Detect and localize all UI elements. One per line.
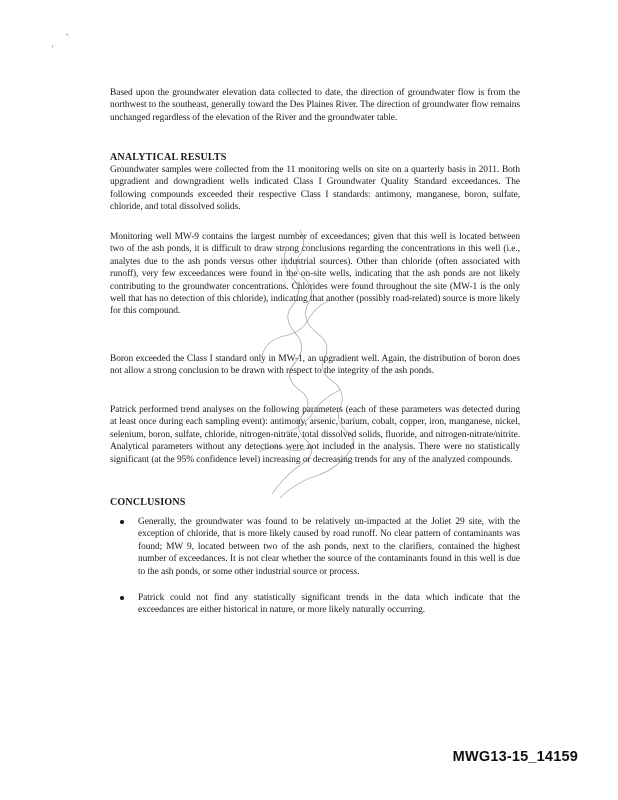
scan-speck: -	[66, 30, 69, 39]
bates-number: MWG13-15_14159	[452, 749, 578, 765]
bullet-icon	[120, 520, 124, 524]
body-paragraph	[110, 87, 520, 124]
body-paragraph	[110, 353, 520, 378]
section-analytical-results	[110, 152, 520, 214]
analytical-results-heading: ANALYTICAL RESULTS	[110, 152, 227, 163]
section-conclusions	[110, 497, 520, 509]
trend-analysis-paragraph: Patrick performed trend analyses on the following parameters (each of these parameters was detected during at least once during each sampling event): antimony, arsenic, barium, cobalt, copper, iron, manganese, nickel, selenium, boron, sulfate, chloride, nitrogen-nitrate, total dissolved solids, fluoride, and nitrogen-nitrate/nitrite. Analytical parameters without any detections were not included in the analysis. There were no statistically significant (at the 95% confidence level) increasing or decreasing trends for any of the analyzed compounds.	[110, 405, 520, 465]
conclusion-text: Patrick could not find any statistically significant trends in the data which indicate that the exceedances are either historical in nature, or more likely naturally occurring.	[138, 593, 520, 616]
conclusions-list	[110, 516, 520, 617]
flow-direction-paragraph: Based upon the groundwater elevation data collected to date, the direction of groundwater flow is from the northwest to the southeast, generally toward the Des Plaines River. The direction of groundwater flow remains unchanged regardless of the elevation of the River and the groundwater table.	[110, 88, 520, 123]
mw9-paragraph: Monitoring well MW-9 contains the largest number of exceedances; given that this well is located between two of the ash ponds, it is difficult to draw strong conclusions regarding the concentrations in this well (i.e., analytes due to the ash ponds versus other industrial sources). Other than chloride (often associated with runoff), very few exceedances were found in the on-site wells, indicating that the ash ponds are not likely contributing to the groundwater concentrations. Chlorides were found throughout the site (MW-1 is the only well that has no detection of this chloride), indicating that another (possibly road-related) source is more likely for this compound.	[110, 232, 520, 317]
list-item	[110, 516, 520, 578]
conclusions-heading: CONCLUSIONS	[110, 497, 186, 508]
boron-paragraph: Boron exceeded the Class I standard only in MW-1, an upgradient well. Again, the distribution of boron does not allow a strong conclusion to be drawn with respect to the integrity of the ash ponds.	[110, 354, 520, 377]
conclusion-text: Generally, the groundwater was found to be relatively un-impacted at the Joliet 29 site, with the exception of chloride, that is more likely caused by road runoff. No clear pattern of contaminants was found; MW 9, located between two of the ash ponds, next to the clarifiers, contained the highest number of exceedances. It is not clear whether the source of the contaminants found in this well is due to the ash ponds, or some other industrial source or process.	[138, 517, 520, 577]
body-paragraph	[110, 231, 520, 318]
bullet-icon	[120, 596, 124, 600]
body-paragraph	[110, 404, 520, 466]
scan-speck: '	[52, 44, 54, 53]
list-item	[110, 592, 520, 617]
samples-paragraph: Groundwater samples were collected from the 11 monitoring wells on site on a quarterly basis in 2011. Both upgradient and downgradient wells indicated Class I Groundwater Quality Standard exceedances. The following compounds exceeded their respective Class I standards: antimony, manganese, boron, sulfate, chloride, and total dissolved solids.	[110, 165, 520, 213]
